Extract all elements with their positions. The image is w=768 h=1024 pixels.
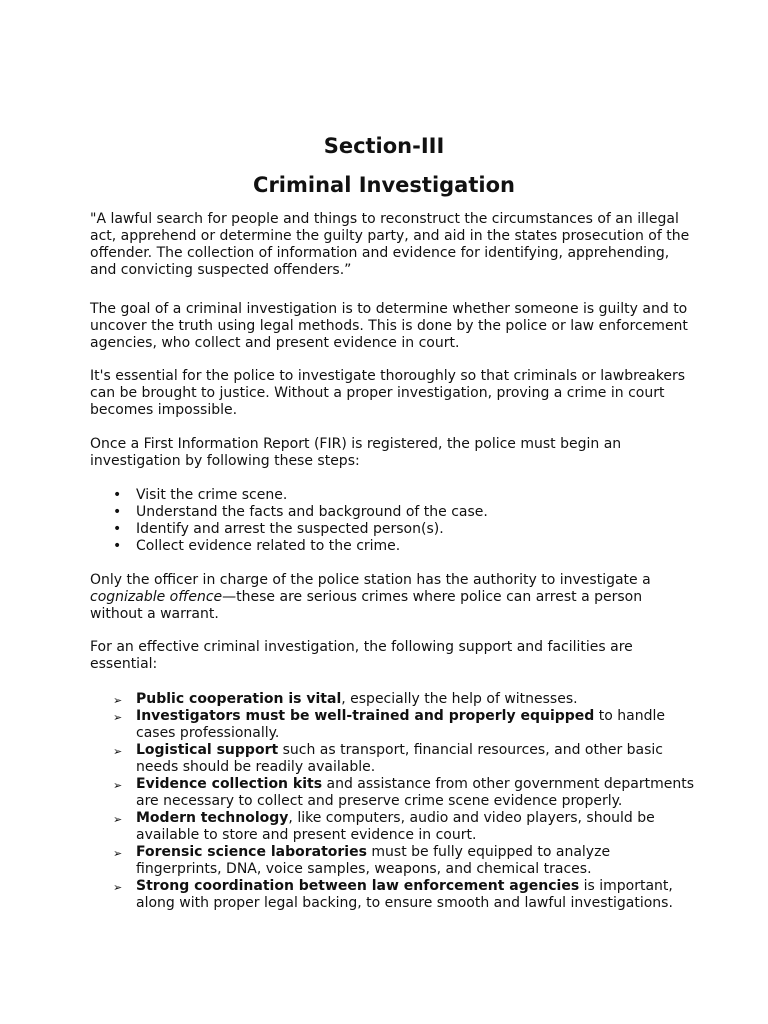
page-title: Criminal Investigation — [253, 173, 515, 197]
list-item-text: Identify and arrest the suspected person(s). — [136, 521, 444, 537]
list-item-bold: Modern technology — [136, 810, 289, 826]
list-item-bold: Public cooperation is vital — [136, 691, 342, 707]
bullet-icon: • — [113, 487, 122, 503]
list-item — [90, 487, 690, 504]
officer-text-start: Only the officer in charge of the police station has the authority to investigate a — [90, 572, 651, 588]
section-number: Section-III — [323, 134, 445, 158]
list-item-text: , like computers, audio and video players, should be available to store and present evidence in court. — [136, 810, 655, 843]
list-item — [90, 844, 696, 878]
list-item — [90, 742, 696, 776]
list-item-text: must be fully equipped to analyze fingerprints, DNA, voice samples, weapons, and chemical traces. — [136, 844, 611, 877]
arrow-bullet-icon: ➢ — [113, 813, 123, 826]
arrow-bullet-icon: ➢ — [113, 745, 123, 758]
paragraph-essential: It's essential for the police to investigate thoroughly so that criminals or lawbreakers can be brought to justice. Without a proper investigation, proving a crime in court becomes impossible. — [90, 368, 686, 418]
steps-list — [90, 487, 690, 555]
list-item-bold: Logistical support — [136, 742, 279, 758]
facilities-list — [90, 691, 695, 912]
arrow-bullet-icon: ➢ — [113, 779, 123, 792]
list-item-bold: Evidence collection kits — [136, 776, 323, 792]
list-item-bold: Forensic science laboratories — [136, 844, 367, 860]
paragraph-fir: Once a First Information Report (FIR) is registered, the police must begin an investigation by following these steps: — [90, 436, 622, 469]
paragraph-officer — [90, 572, 690, 623]
officer-text-end: —these are serious crimes where police can arrest a person without a warrant. — [90, 589, 643, 622]
bullet-icon: • — [113, 538, 122, 554]
definition-quote: "A lawful search for people and things to reconstruct the circumstances of an illegal act, apprehend or determine the guilty party, and aid in the states prosecution of the offender. The collection of information and evidence for identifying, apprehending, and convicting suspected offenders.” — [90, 211, 690, 278]
list-item-bold: Investigators must be well-trained and properly equipped — [136, 708, 595, 724]
bullet-icon: • — [113, 504, 122, 520]
list-item — [90, 538, 690, 555]
officer-text-italic: cognizable offence — [90, 589, 223, 605]
arrow-bullet-icon: ➢ — [113, 711, 123, 724]
list-item-text: to handle cases professionally. — [136, 708, 665, 741]
arrow-bullet-icon: ➢ — [113, 847, 123, 860]
list-item — [90, 878, 696, 912]
list-item-text: Understand the facts and background of the case. — [136, 504, 488, 520]
list-item — [90, 810, 696, 844]
list-item-bold: Strong coordination between law enforcement agencies — [136, 878, 580, 894]
arrow-bullet-icon: ➢ — [113, 881, 123, 894]
paragraph-goal: The goal of a criminal investigation is to determine whether someone is guilty and to uncover the truth using legal methods. This is done by the police or law enforcement agencies, who collect and present evidence in court. — [90, 301, 688, 351]
list-item-text: is important, along with proper legal backing, to ensure smooth and lawful investigations. — [136, 878, 673, 911]
list-item-text: such as transport, financial resources, and other basic needs should be readily available. — [136, 742, 664, 775]
bullet-icon: • — [113, 521, 122, 537]
list-item — [90, 776, 696, 810]
list-item-text: Visit the crime scene. — [136, 487, 288, 503]
list-item — [90, 708, 696, 742]
list-item — [90, 521, 690, 538]
list-item-text: , especially the help of witnesses. — [341, 691, 578, 707]
list-item — [90, 691, 696, 708]
arrow-bullet-icon: ➢ — [113, 694, 123, 707]
paragraph-support: For an effective criminal investigation, the following support and facilities are essential: — [90, 639, 633, 672]
list-item-text: and assistance from other government departments are necessary to collect and preserve crime scene evidence properly. — [136, 776, 695, 809]
list-item-text: Collect evidence related to the crime. — [136, 538, 401, 554]
list-item — [90, 504, 690, 521]
